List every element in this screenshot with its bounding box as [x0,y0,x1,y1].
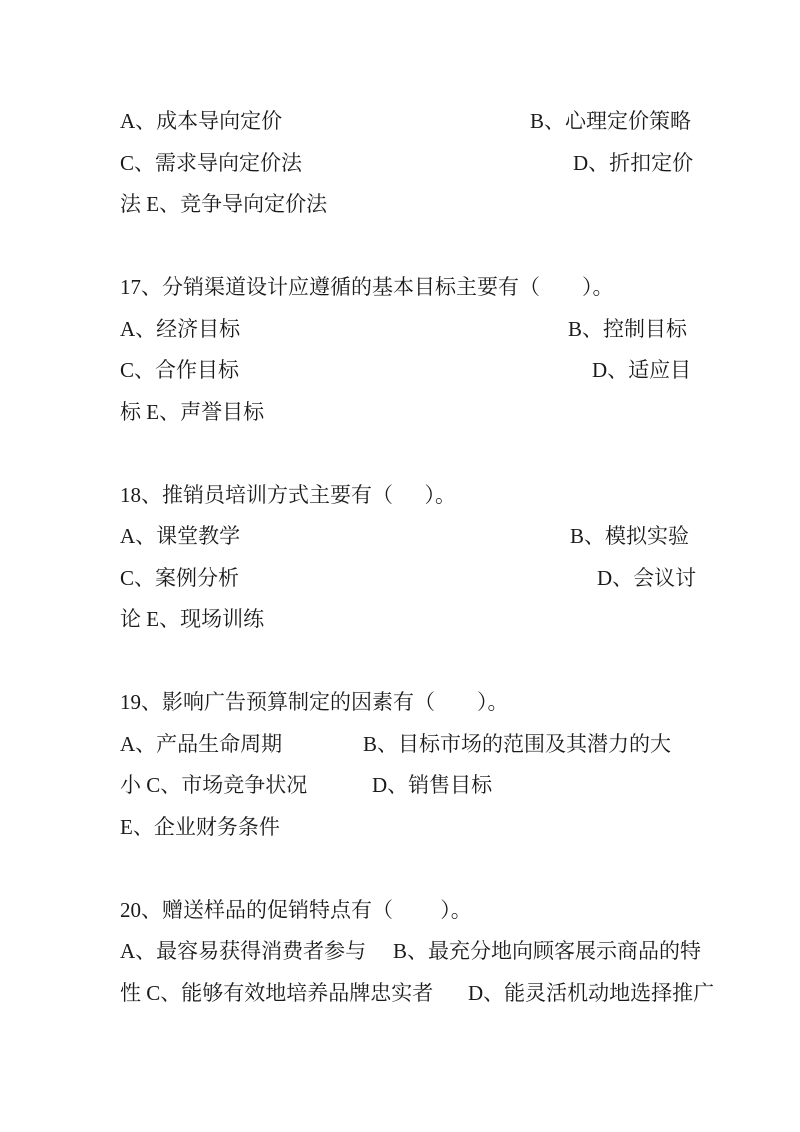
document-line [120,350,698,392]
line-text-right: D、折扣定价 [573,150,694,175]
document-line [120,267,698,309]
line-text-left: A、最容易获得消费者参与 [120,939,367,963]
line-text-left: 标 E、声誉目标 [120,399,265,424]
document-line [120,475,698,517]
document-line [120,516,698,558]
line-text-right: D、适应目 [592,358,692,382]
document-line [120,101,698,143]
line-text-left: 17、分销渠道设计应遵循的基本目标主要有（ ）。 [120,275,614,299]
line-text-right: D、会议讨 [597,565,697,590]
line-text-right: D、能灵活机动地选择推广 [468,980,715,1005]
line-text-left: 18、推销员培训方式主要有（ ）。 [120,482,456,507]
line-text-right: B、模拟实验 [570,524,690,548]
document-line [120,682,698,724]
line-text-left: 性 C、能够有效地培养品牌忠实者 [120,980,434,1005]
line-text-left: E、企业财务条件 [120,814,280,839]
line-text-left: A、产品生命周期 [120,731,283,756]
line-text-left: C、合作目标 [120,358,240,382]
line-text-left: C、案例分析 [120,565,240,590]
line-text-right: B、目标市场的范围及其潜力的大 [363,731,672,756]
blank-line [120,226,698,268]
line-text-right: B、心理定价策略 [530,109,692,133]
document-line [120,807,698,849]
line-text-left: A、成本导向定价 [120,109,283,133]
line-text-left: 19、影响广告预算制定的因素有（ ）。 [120,690,509,714]
line-text-right: D、销售目标 [372,773,493,797]
document-line [120,184,698,226]
document-line [120,890,698,932]
line-text-right: B、最充分地向顾客展示商品的特 [393,939,702,963]
document-line [120,724,698,766]
line-text-left: C、需求导向定价法 [120,150,303,175]
document-line [120,392,698,434]
document-line [120,558,698,600]
document-line [120,143,698,185]
line-text-left: 小 C、市场竞争状况 [120,773,308,797]
line-text-left: 论 E、现场训练 [120,607,265,631]
document-line [120,765,698,807]
line-text-right: B、控制目标 [568,316,688,341]
blank-line [120,848,698,890]
blank-line [120,433,698,475]
blank-line [120,641,698,683]
line-text-left: A、经济目标 [120,316,241,341]
document-content [120,101,715,1014]
line-text-left: A、课堂教学 [120,524,241,548]
line-text-left: 20、赠送样品的促销特点有（ ）。 [120,897,472,922]
document-line [120,931,702,973]
document-line [120,309,698,351]
document-line [120,973,715,1015]
document-line [120,599,698,641]
line-text-left: 法 E、竞争导向定价法 [120,192,328,216]
